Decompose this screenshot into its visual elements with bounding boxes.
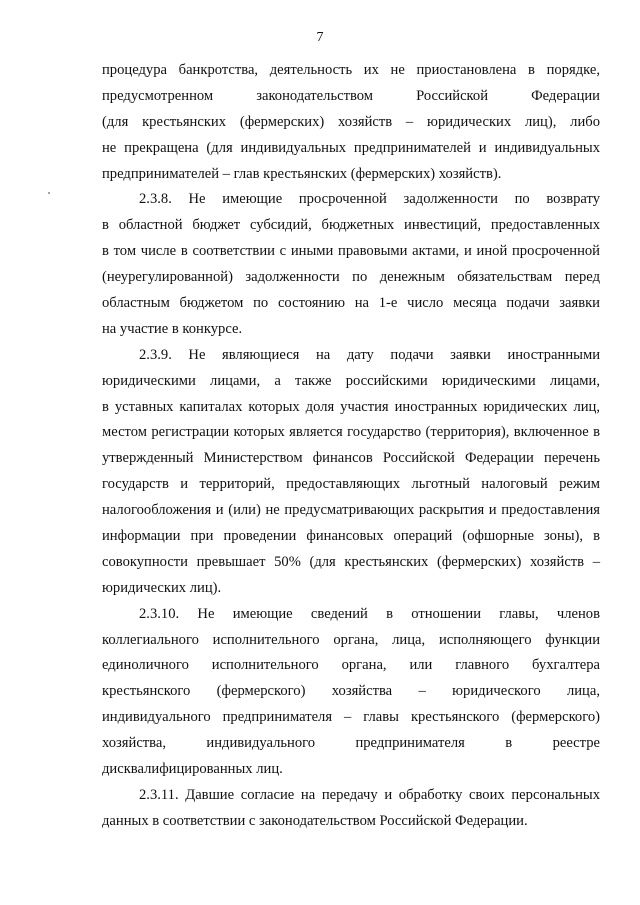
page-number: 7 xyxy=(316,30,324,45)
text-line: областным бюджетом по состоянию на 1-е число месяца подачи заявки xyxy=(102,295,600,312)
scan-speck xyxy=(48,192,50,194)
text-line: на участие в конкурсе. xyxy=(102,320,243,337)
paragraph-2-3-8 xyxy=(102,187,600,342)
paragraph-2-3-9 xyxy=(102,343,600,602)
text-line: (неурегулированной) задолженности по денежным обязательствам перед xyxy=(102,269,600,286)
text-line: в уставных капиталах которых доля участия иностранных юридических лиц, xyxy=(102,398,600,415)
paragraph-2-3-11 xyxy=(102,783,600,835)
text-line: хозяйства, индивидуального предпринимателя в реестре xyxy=(102,735,600,752)
text-line: единоличного исполнительного органа, или главного бухгалтера xyxy=(102,657,600,674)
text-line: информации при проведении финансовых операций (офшорные зоны), в xyxy=(102,528,600,545)
text-line: предусмотренном законодательством Российской Федерации xyxy=(102,87,600,104)
text-line: индивидуального предпринимателя – главы крестьянского (фермерского) xyxy=(102,709,600,726)
document-body xyxy=(102,58,600,835)
text-line: утвержденный Министерством финансов Российской Федерации перечень xyxy=(102,450,600,467)
text-line: 2.3.9. Не являющиеся на дату подачи заявки иностранными xyxy=(139,346,600,363)
text-line: процедура банкротства, деятельность их не приостановлена в порядке, xyxy=(102,62,600,78)
text-line: в том числе в соответствии с иными правовыми актами, и иной просроченной xyxy=(102,243,600,260)
text-line: юридическими лицами, а также российскими юридическими лицами, xyxy=(102,372,600,389)
paragraph-continuation xyxy=(102,58,600,187)
text-line: 2.3.8. Не имеющие просроченной задолженности по возврату xyxy=(139,191,600,208)
text-line: 2.3.10. Не имеющие сведений в отношении главы, членов xyxy=(139,605,600,622)
text-line: государств и территорий, предоставляющих льготный налоговый режим xyxy=(102,476,600,493)
text-line: в областной бюджет субсидий, бюджетных инвестиций, предоставленных xyxy=(102,217,600,234)
text-line: дисквалифицированных лиц. xyxy=(102,761,283,778)
text-line: юридических лиц). xyxy=(102,579,222,596)
text-line: 2.3.11. Давшие согласие на передачу и обработку своих персональных xyxy=(139,786,600,803)
text-line: коллегиального исполнительного органа, лица, исполняющего функции xyxy=(102,631,600,648)
text-line: (для крестьянских (фермерских) хозяйств – юридических лиц), либо xyxy=(102,113,600,130)
text-line: крестьянского (фермерского) хозяйства – юридического лица, xyxy=(102,683,600,700)
text-line: налогообложения и (или) не предусматривающих раскрытия и предоставления xyxy=(102,502,600,519)
text-line: совокупности превышает 50% (для крестьянских (фермерских) хозяйств – xyxy=(102,553,600,570)
text-line: предпринимателей – глав крестьянских (фермерских) хозяйств). xyxy=(102,165,502,182)
text-line: не прекращена (для индивидуальных предпринимателей и индивидуальных xyxy=(102,139,600,156)
text-line: данных в соответствии с законодательством Российской Федерации. xyxy=(102,812,528,829)
paragraph-2-3-10 xyxy=(102,602,600,783)
text-line: местом регистрации которых является государство (территория), включенное в xyxy=(102,424,600,441)
